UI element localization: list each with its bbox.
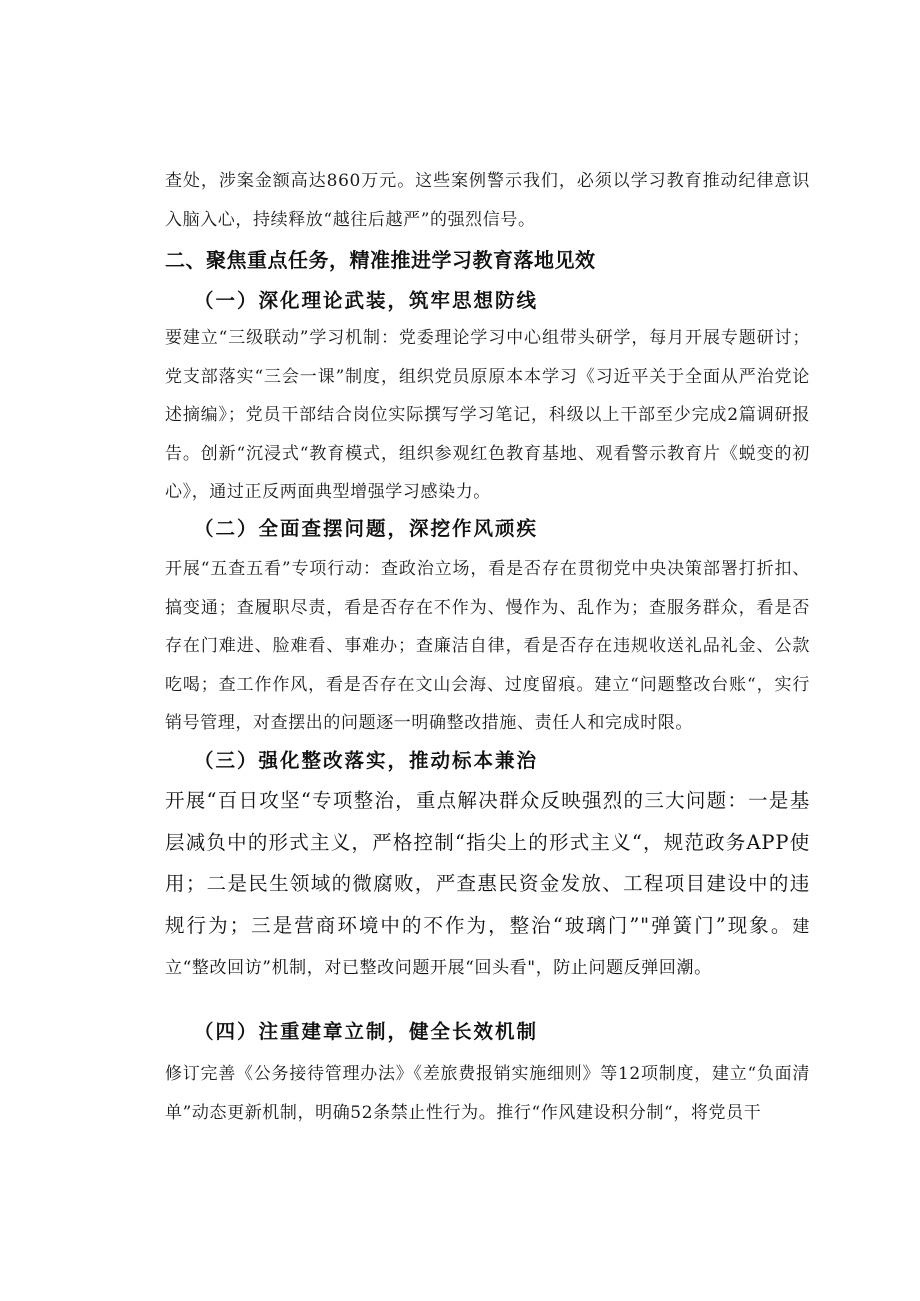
subsection-heading-2: （二）全面查摆问题，深挖作风顽疾 xyxy=(194,517,539,540)
subsection-body-4: 修订完善《公务接待管理办法》《差旅费报销实施细则》等12项制度，建立“负面清单”动态更新机制，明确52条禁止性行为。推行“作风建设积分制“，将党员干 xyxy=(165,1064,810,1123)
subsection-body-3-emphasis-text: 开展“百日攻坚“专项整治，重点解决群众反映强烈的三大问题：一是基层减负中的形式主义，严格控制“指尖上的形式主义“，规范政务APP使用；二是民生领域的微腐败，严查惠民资金发放、工程项目建设中的违规行为；三是营商环境中的不作为，整治“玻璃门”"弹簧门”现象。 xyxy=(165,789,810,937)
subsection-body-2: 开展“五查五看”专项行动：查政治立场，看是否存在贯彻党中央决策部署打折扣、搞变通；查履职尽责，看是否存在不作为、慢作为、乱作为；查服务群众，看是否存在门难进、脸难看、事难办；查廉洁自律，看是否存在违规收送礼品礼金、公款吃喝；查工作作风，看是否存在文山会海、过度留痕。建立“问题整改台账“，实行销号管理，对查摆出的问题逐一明确整改措施、责任人和完成时限。 xyxy=(165,559,810,733)
subsection-heading-3: （三）强化整改落实，推动标本兼治 xyxy=(194,749,539,772)
section-heading: 二、聚焦重点任务，精准推进学习教育落地见效 xyxy=(165,248,596,272)
subsection-body-3-emphasis xyxy=(165,780,810,988)
subsection-body-1: 要建立“三级联动”学习机制：党委理论学习中心组带头研学，每月开展专题研讨；党支部落实“三会一课”制度，组织党员原原本本学习《习近平关于全面从严治党论述摘编》；党员干部结合岗位实际撰写学习笔记，科级以上干部至少完成2篇调研报告。创新“沉浸式“教育模式，组织参观红色教育基地、观看警示教育片《蜕变的初心》，通过正反两面典型增强学习感染力。 xyxy=(165,328,810,502)
subsection-heading-1: （一）深化理论武装，筑牢思想防线 xyxy=(194,289,539,312)
subsection-body-3-followup: 建立“整改回访”机制，对已整改问题开展“回头看"，防止问题反弹回潮。 xyxy=(165,916,810,978)
intro-paragraph: 查处，涉案金额高达860万元。这些案例警示我们，必须以学习教育推动纪律意识入脑入心，持续释放“越往后越严”的强烈信号。 xyxy=(165,171,810,230)
subsection-heading-4: （四）注重建章立制，健全长效机制 xyxy=(194,1020,539,1043)
